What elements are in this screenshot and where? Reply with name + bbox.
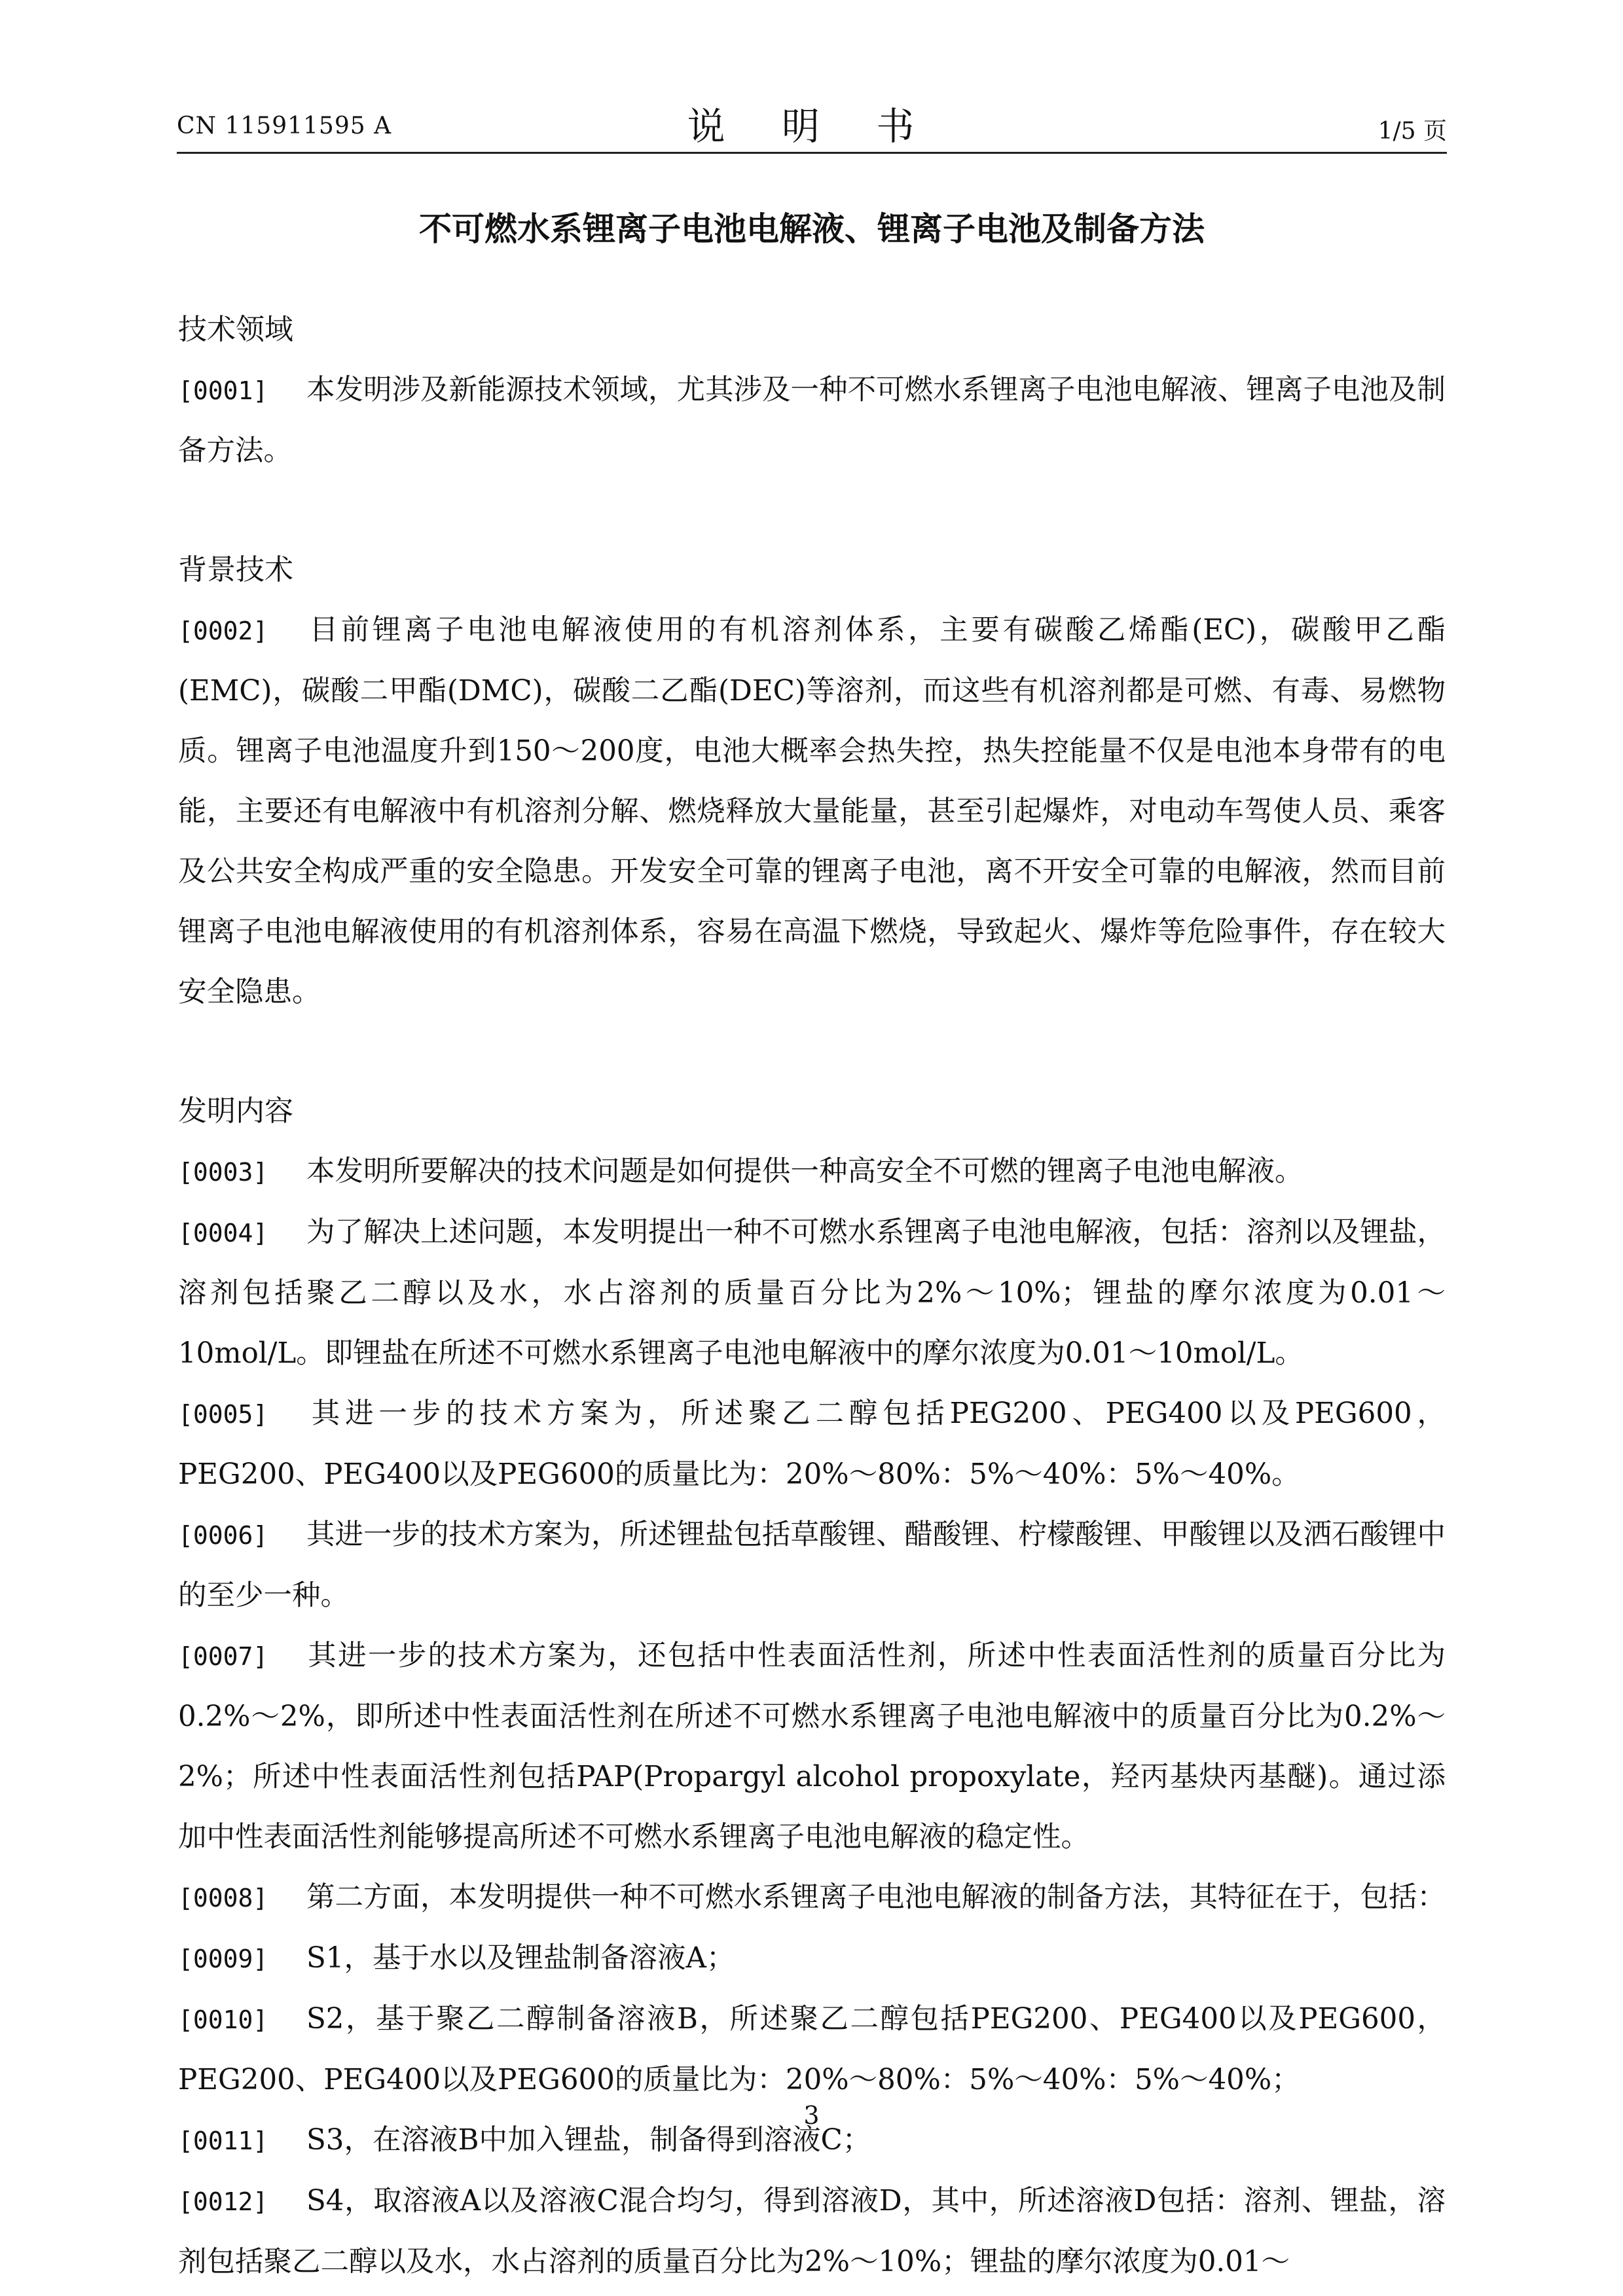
paragraph-text: S1，基于水以及锂盐制备溶液A；	[306, 1942, 735, 1975]
paragraph	[178, 1384, 1446, 1505]
paragraph	[178, 360, 1446, 481]
paragraph	[178, 1928, 1446, 1989]
paragraph	[178, 1626, 1446, 1867]
paragraph-text: 本发明涉及新能源技术领域，尤其涉及一种不可燃水系锂离子电池电解液、锂离子电池及制备方法。	[178, 374, 1446, 467]
paragraph-text: 其进一步的技术方案为，所述聚乙二醇包括PEG200、PEG400以及PEG600，PEG200、PEG400以及PEG600的质量比为：20%～80%：5%～40%：5%～40%。	[178, 1397, 1446, 1491]
paragraph-number: [0001]	[178, 376, 268, 405]
paragraph	[178, 1989, 1446, 2110]
paragraph-number: [0008]	[178, 1884, 268, 1912]
header-title: 说 明 书	[687, 104, 937, 149]
paragraph-number: [0002]	[178, 617, 268, 645]
paragraph	[178, 1867, 1446, 1928]
paragraph-number: [0012]	[178, 2187, 268, 2216]
paragraph-text: 为了解决上述问题，本发明提出一种不可燃水系锂离子电池电解液，包括：溶剂以及锂盐，溶剂包括聚乙二醇以及水，水占溶剂的质量百分比为2%～10%；锂盐的摩尔浓度为0.01～10mol/L。即锂盐在所述不可燃水系锂离子电池电解液中的摩尔浓度为0.01～10mol/L。	[178, 1216, 1446, 1370]
paragraph	[178, 600, 1446, 1022]
paragraph-text: S3，在溶液B中加入锂盐，制备得到溶液C；	[306, 2124, 871, 2157]
header-divider	[177, 152, 1447, 154]
section-heading-background: 背景技术	[178, 553, 293, 586]
paragraph-text: 本发明所要解决的技术问题是如何提供一种高安全不可燃的锂离子电池电解液。	[306, 1155, 1304, 1188]
paragraph-number: [0009]	[178, 1945, 268, 1973]
paragraph-text: S4，取溶液A以及溶液C混合均匀，得到溶液D，其中，所述溶液D包括：溶剂、锂盐，溶剂包括聚乙二醇以及水，水占溶剂的质量百分比为2%～10%；锂盐的摩尔浓度为0.01～	[178, 2185, 1446, 2278]
paragraph-text: 其进一步的技术方案为，还包括中性表面活性剂，所述中性表面活性剂的质量百分比为0.2%～2%，即所述中性表面活性剂在所述不可燃水系锂离子电池电解液中的质量百分比为0.2%～2%；所述中性表面活性剂包括PAP(Propargyl alcohol propoxylate，羟丙基炔丙基醚)。通过添加中性表面活性剂能够提高所述不可燃水系锂离子电池电解液的稳定性。	[178, 1640, 1446, 1854]
paragraph-text: 第二方面，本发明提供一种不可燃水系锂离子电池电解液的制备方法，其特征在于，包括：	[306, 1881, 1446, 1914]
paragraph-number: [0004]	[178, 1219, 268, 1247]
paragraph-number: [0003]	[178, 1158, 268, 1187]
paragraph-text: 其进一步的技术方案为，所述锂盐包括草酸锂、醋酸锂、柠檬酸锂、甲酸锂以及洒石酸锂中的至少一种。	[178, 1518, 1446, 1612]
paragraph	[178, 1202, 1446, 1384]
paragraph-number: [0010]	[178, 2005, 268, 2034]
publication-number: CN 115911595 A	[177, 113, 392, 139]
paragraph-number: [0011]	[178, 2126, 268, 2155]
page-number: 3	[803, 2101, 820, 2130]
page-header	[177, 92, 1447, 151]
section-heading-invention: 发明内容	[178, 1094, 293, 1128]
paragraph-number: [0006]	[178, 1521, 268, 1550]
paragraph-text: S2，基于聚乙二醇制备溶液B，所述聚乙二醇包括PEG200、PEG400以及PEG600，PEG200、PEG400以及PEG600的质量比为：20%～80%：5%～40%：5%～40%；	[178, 2003, 1446, 2096]
document-body	[178, 300, 1446, 2292]
paragraph	[178, 1505, 1446, 1626]
paragraph	[178, 2171, 1446, 2292]
paragraph-number: [0007]	[178, 1642, 268, 1671]
paragraph-number: [0005]	[178, 1400, 268, 1429]
document-title: 不可燃水系锂离子电池电解液、锂离子电池及制备方法	[419, 210, 1205, 248]
paragraph-text: 目前锂离子电池电解液使用的有机溶剂体系，主要有碳酸乙烯酯(EC)，碳酸甲乙酯(EMC)，碳酸二甲酯(DMC)，碳酸二乙酯(DEC)等溶剂，而这些有机溶剂都是可燃、有毒、易燃物质。锂离子电池温度升到150～200度，电池大概率会热失控，热失控能量不仅是电池本身带有的电能，主要还有电解液中有机溶剂分解、燃烧释放大量能量，甚至引起爆炸，对电动车驾使人员、乘客及公共安全构成严重的安全隐患。开发安全可靠的锂离子电池，离不开安全可靠的电解液，然而目前锂离子电池电解液使用的有机溶剂体系，容易在高温下燃烧，导致起火、爆炸等危险事件，存在较大安全隐患。	[178, 614, 1446, 1009]
section-heading-field: 技术领域	[178, 313, 293, 346]
paragraph	[178, 1141, 1446, 1202]
page-count: 1/5 页	[1377, 118, 1447, 145]
